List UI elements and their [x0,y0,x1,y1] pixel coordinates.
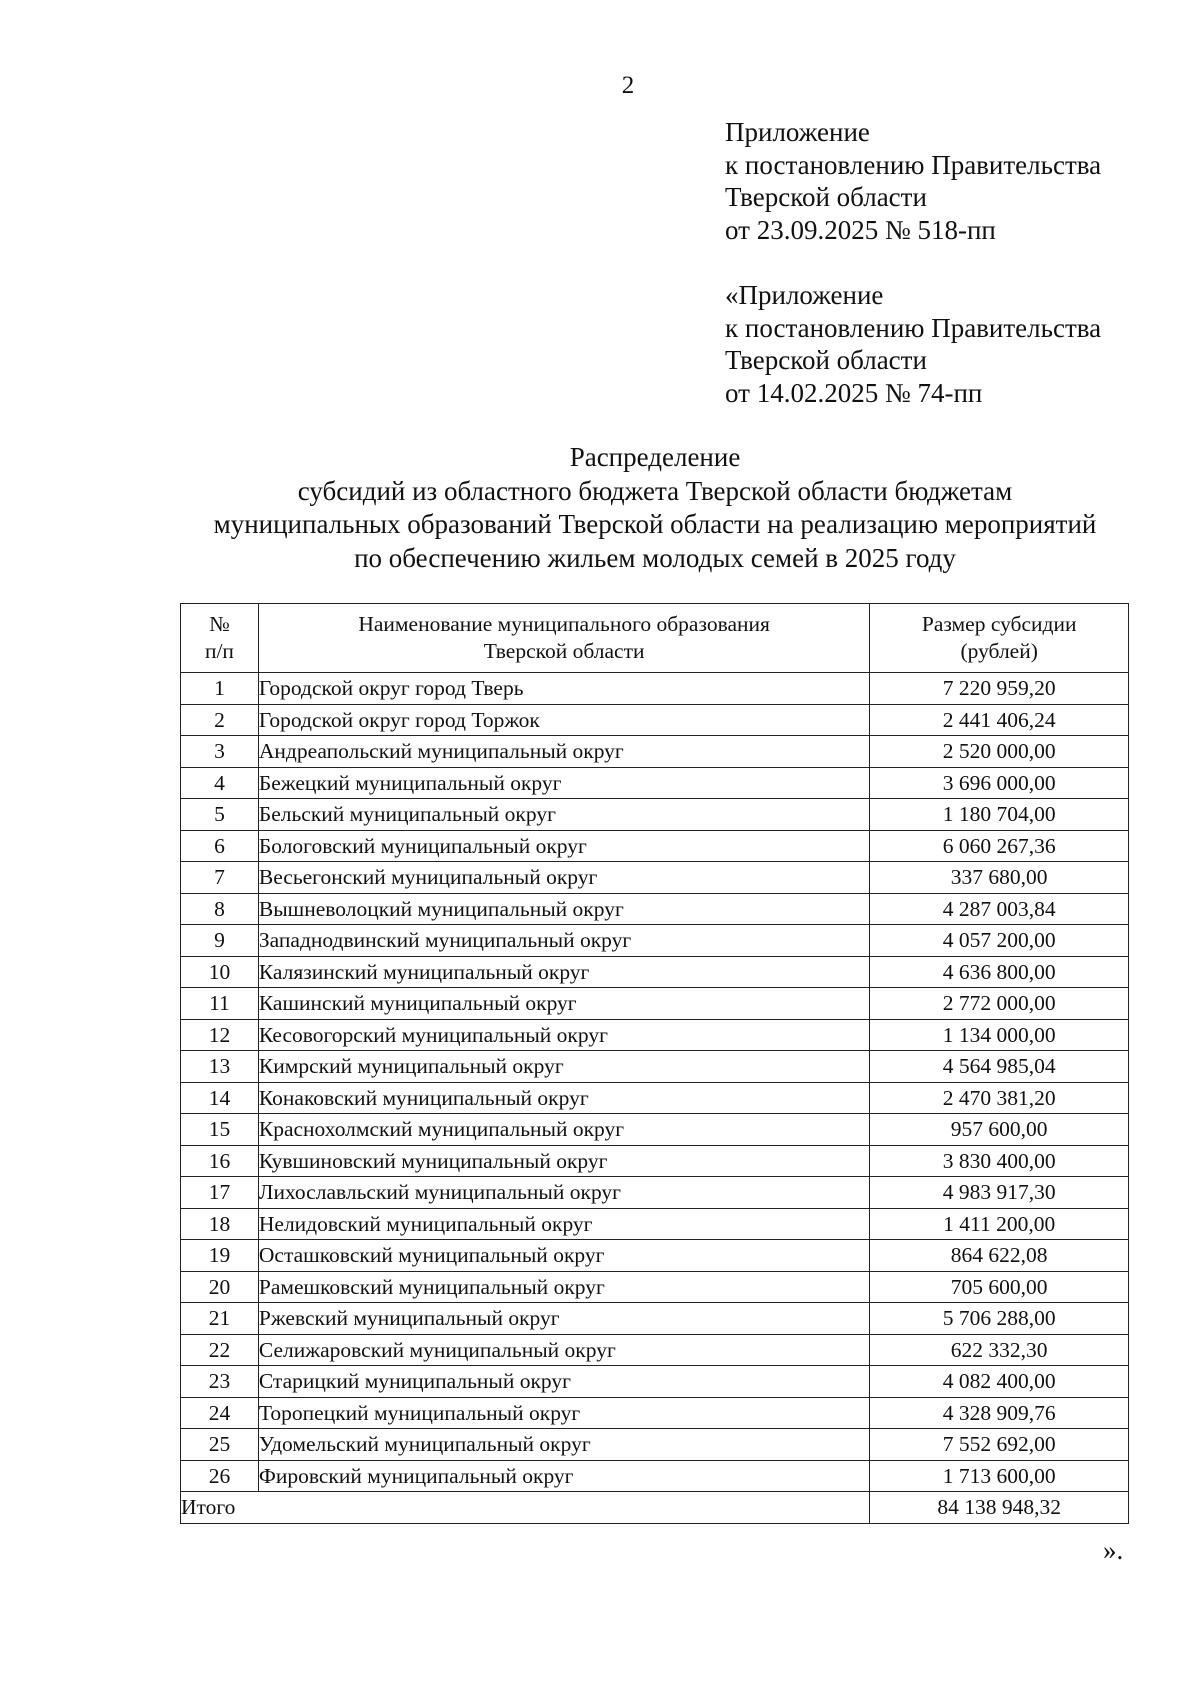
table-row [181,1019,1129,1051]
row-number: 22 [181,1334,259,1366]
table-row [181,1145,1129,1177]
row-subsidy-amount: 5 706 288,00 [870,1303,1129,1335]
row-subsidy-amount: 7 220 959,20 [870,673,1129,705]
row-municipality-name: Фировский муниципальный округ [258,1460,869,1492]
row-number: 24 [181,1397,259,1429]
row-subsidy-amount: 2 441 406,24 [870,704,1129,736]
row-municipality-name: Селижаровский муниципальный округ [258,1334,869,1366]
header-number-line: № [209,612,230,636]
row-municipality-name: Конаковский муниципальный округ [258,1082,869,1114]
row-number: 15 [181,1114,259,1146]
row-subsidy-amount: 4 564 985,04 [870,1051,1129,1083]
appendix-current-line: к постановлению Правительства [725,149,1102,180]
row-subsidy-amount: 3 696 000,00 [870,767,1129,799]
row-number: 13 [181,1051,259,1083]
table-row [181,830,1129,862]
table-row [181,1177,1129,1209]
row-municipality-name: Городской округ город Тверь [258,673,869,705]
row-number: 25 [181,1429,259,1461]
header-municipality-name [258,604,869,673]
row-number: 23 [181,1366,259,1398]
table-row [181,1334,1129,1366]
table-row [181,956,1129,988]
row-municipality-name: Бежецкий муниципальный округ [258,767,869,799]
row-number: 2 [181,704,259,736]
total-amount: 84 138 948,32 [870,1492,1129,1524]
header-name-line: Тверской области [483,639,645,663]
row-subsidy-amount: 2 772 000,00 [870,988,1129,1020]
document-title-line: Распределение [569,442,741,472]
row-subsidy-amount: 6 060 267,36 [870,830,1129,862]
document-title-line: по обеспечению жильем молодых семей в 2025 году [354,542,956,573]
table-row [181,767,1129,799]
row-number: 3 [181,736,259,768]
row-subsidy-amount: 4 287 003,84 [870,893,1129,925]
row-subsidy-amount: 4 082 400,00 [870,1366,1129,1398]
header-amount-line: Размер субсидии [921,612,1077,636]
table-row [181,893,1129,925]
page-number: 2 [621,72,635,99]
row-municipality-name: Вышневолоцкий муниципальный округ [258,893,869,925]
row-municipality-name: Бологовский муниципальный округ [258,830,869,862]
row-number: 19 [181,1240,259,1272]
row-subsidy-amount: 2 520 000,00 [870,736,1129,768]
row-municipality-name: Бельский муниципальный округ [258,799,869,831]
row-municipality-name: Краснохолмский муниципальный округ [258,1114,869,1146]
table-row [181,1303,1129,1335]
row-number: 9 [181,925,259,957]
row-municipality-name: Городской округ город Торжок [258,704,869,736]
header-amount-line: (рублей) [960,639,1038,663]
document-title [140,441,1170,575]
row-number: 12 [181,1019,259,1051]
table-row [181,1271,1129,1303]
row-municipality-name: Удомельский муниципальный округ [258,1429,869,1461]
table-row [181,1397,1129,1429]
row-subsidy-amount: 4 636 800,00 [870,956,1129,988]
appendix-original-line: к постановлению Правительства [725,312,1102,343]
row-number: 1 [181,673,259,705]
row-number: 21 [181,1303,259,1335]
row-subsidy-amount: 4 983 917,30 [870,1177,1129,1209]
total-label: Итого [181,1492,870,1524]
row-number: 6 [181,830,259,862]
subsidy-distribution-table [180,603,1129,1524]
row-municipality-name: Ржевский муниципальный округ [258,1303,869,1335]
row-number: 10 [181,956,259,988]
row-subsidy-amount: 1 411 200,00 [870,1208,1129,1240]
row-municipality-name: Кашинский муниципальный округ [258,988,869,1020]
row-subsidy-amount: 1 134 000,00 [870,1019,1129,1051]
table-total-row [181,1492,1129,1524]
table-row [181,1366,1129,1398]
row-municipality-name: Кувшиновский муниципальный округ [258,1145,869,1177]
appendix-reference-current [725,116,1101,246]
row-number: 26 [181,1460,259,1492]
row-subsidy-amount: 2 470 381,20 [870,1082,1129,1114]
row-number: 18 [181,1208,259,1240]
row-subsidy-amount: 957 600,00 [870,1114,1129,1146]
row-number: 8 [181,893,259,925]
row-municipality-name: Западнодвинский муниципальный округ [258,925,869,957]
table-row [181,988,1129,1020]
row-municipality-name: Андреапольский муниципальный округ [258,736,869,768]
appendix-original-line: Тверской области [725,345,927,375]
header-number-line: п/п [204,639,234,663]
row-number: 20 [181,1271,259,1303]
row-subsidy-amount: 864 622,08 [870,1240,1129,1272]
row-number: 5 [181,799,259,831]
appendix-original-line: от 14.02.2025 № 74-пп [725,377,983,408]
row-subsidy-amount: 622 332,30 [870,1334,1129,1366]
row-subsidy-amount: 1 713 600,00 [870,1460,1129,1492]
row-municipality-name: Нелидовский муниципальный округ [258,1208,869,1240]
row-municipality-name: Лихославльский муниципальный округ [258,1177,869,1209]
row-municipality-name: Весьегонский муниципальный округ [258,862,869,894]
row-subsidy-amount: 4 328 909,76 [870,1397,1129,1429]
row-subsidy-amount: 3 830 400,00 [870,1145,1129,1177]
row-number: 4 [181,767,259,799]
row-municipality-name: Кесовогорский муниципальный округ [258,1019,869,1051]
closing-quote: ». [1103,1535,1124,1565]
table-row [181,925,1129,957]
table-body [181,673,1129,1492]
table-row [181,862,1129,894]
table-row [181,1429,1129,1461]
table-row [181,1460,1129,1492]
table-row [181,1114,1129,1146]
row-subsidy-amount: 337 680,00 [870,862,1129,894]
row-subsidy-amount: 1 180 704,00 [870,799,1129,831]
table-row [181,1051,1129,1083]
appendix-original-line: «Приложение [725,280,884,310]
header-number [181,604,259,673]
table-row [181,673,1129,705]
table-row [181,704,1129,736]
row-municipality-name: Торопецкий муниципальный округ [258,1397,869,1429]
row-subsidy-amount: 7 552 692,00 [870,1429,1129,1461]
appendix-current-line: Приложение [725,117,870,147]
table-header-row [181,604,1129,673]
appendix-reference-original [725,279,1101,409]
document-title-line: субсидий из областного бюджета Тверской области бюджетам [297,475,1013,506]
table-row [181,1082,1129,1114]
header-subsidy-amount [870,604,1129,673]
table-row [181,799,1129,831]
row-municipality-name: Рамешковский муниципальный округ [258,1271,869,1303]
document-title-line: муниципальных образований Тверской области на реализацию мероприятий [213,509,1097,539]
appendix-current-line: от 23.09.2025 № 518-пп [725,214,996,245]
header-name-line: Наименование муниципального образования [358,612,770,636]
table-row [181,1208,1129,1240]
row-subsidy-amount: 4 057 200,00 [870,925,1129,957]
row-number: 7 [181,862,259,894]
row-number: 16 [181,1145,259,1177]
row-number: 14 [181,1082,259,1114]
row-municipality-name: Кимрский муниципальный округ [258,1051,869,1083]
table-row [181,736,1129,768]
table-row [181,1240,1129,1272]
row-municipality-name: Калязинский муниципальный округ [258,956,869,988]
row-municipality-name: Старицкий муниципальный округ [258,1366,869,1398]
row-municipality-name: Осташковский муниципальный округ [258,1240,869,1272]
row-number: 17 [181,1177,259,1209]
appendix-current-line: Тверской области [725,182,927,212]
row-number: 11 [181,988,259,1020]
row-subsidy-amount: 705 600,00 [870,1271,1129,1303]
